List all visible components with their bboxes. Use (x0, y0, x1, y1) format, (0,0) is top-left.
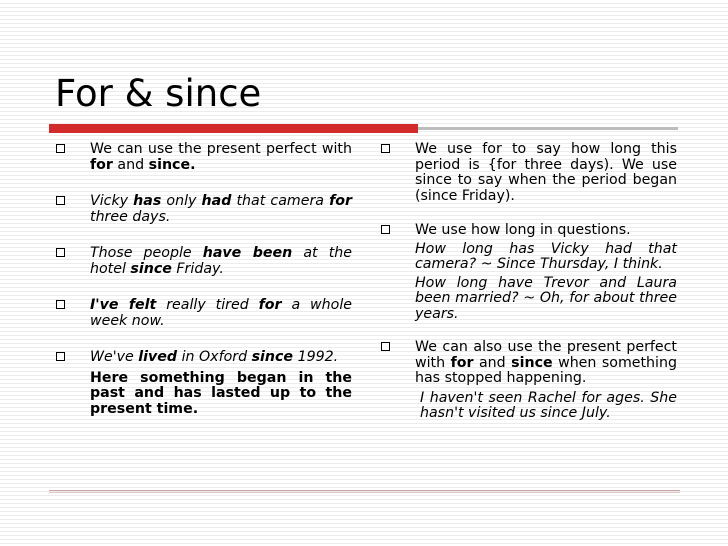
square-bullet-icon (56, 144, 65, 153)
square-bullet-icon (381, 225, 390, 234)
bottom-rule (49, 490, 680, 491)
bullet-text: Vicky has only had that camera for three days. (90, 193, 352, 225)
square-bullet-icon (56, 248, 65, 257)
example-text: How long has Vicky had that camera? ~ Since Thursday, I think. (415, 240, 677, 272)
title-grey-rule (418, 127, 678, 130)
square-bullet-icon (381, 144, 390, 153)
bottom-rule-shadow (49, 492, 680, 493)
left-bullet-3 (56, 246, 352, 277)
bullet-text: We've lived in Oxford since 1992. (90, 349, 339, 365)
left-bullet-2 (56, 194, 352, 225)
left-bullet-1 (56, 142, 352, 173)
bullet-text: Those people have been at the hotel since Friday. (90, 245, 352, 277)
right-bullet-1 (381, 142, 677, 204)
bullet-text: I've felt really tired for a whole week now. (90, 297, 353, 329)
left-bullet-4 (56, 298, 352, 329)
left-bullet-5 (56, 350, 352, 417)
square-bullet-icon (56, 352, 65, 361)
example-text: How long have Trevor and Laura been married? ~ Oh, for about three years. (415, 274, 677, 322)
bullet-text: We can use the present perfect with for and since. (90, 141, 352, 173)
bullet-text: We can also use the present perfect with for and since when something has stopped happening. (415, 339, 677, 386)
right-bullet-3 (381, 340, 677, 422)
explanation-note: Here something began in the past and has lasted up to the present time. (90, 369, 352, 417)
bullet-text: We use how long in questions. (415, 222, 631, 238)
square-bullet-icon (381, 342, 390, 351)
slide-title: For & since (55, 72, 262, 115)
right-column (381, 142, 677, 422)
square-bullet-icon (56, 300, 65, 309)
bullet-text: We use for to say how long this period is {for three days). We use since to say when the period began (since Friday). (415, 141, 677, 204)
left-column (56, 142, 352, 417)
example-text: I haven't seen Rachel for ages. She hasn't visited us since July. (420, 389, 677, 421)
square-bullet-icon (56, 196, 65, 205)
title-accent-rule (49, 124, 418, 133)
right-bullet-2 (381, 223, 677, 322)
